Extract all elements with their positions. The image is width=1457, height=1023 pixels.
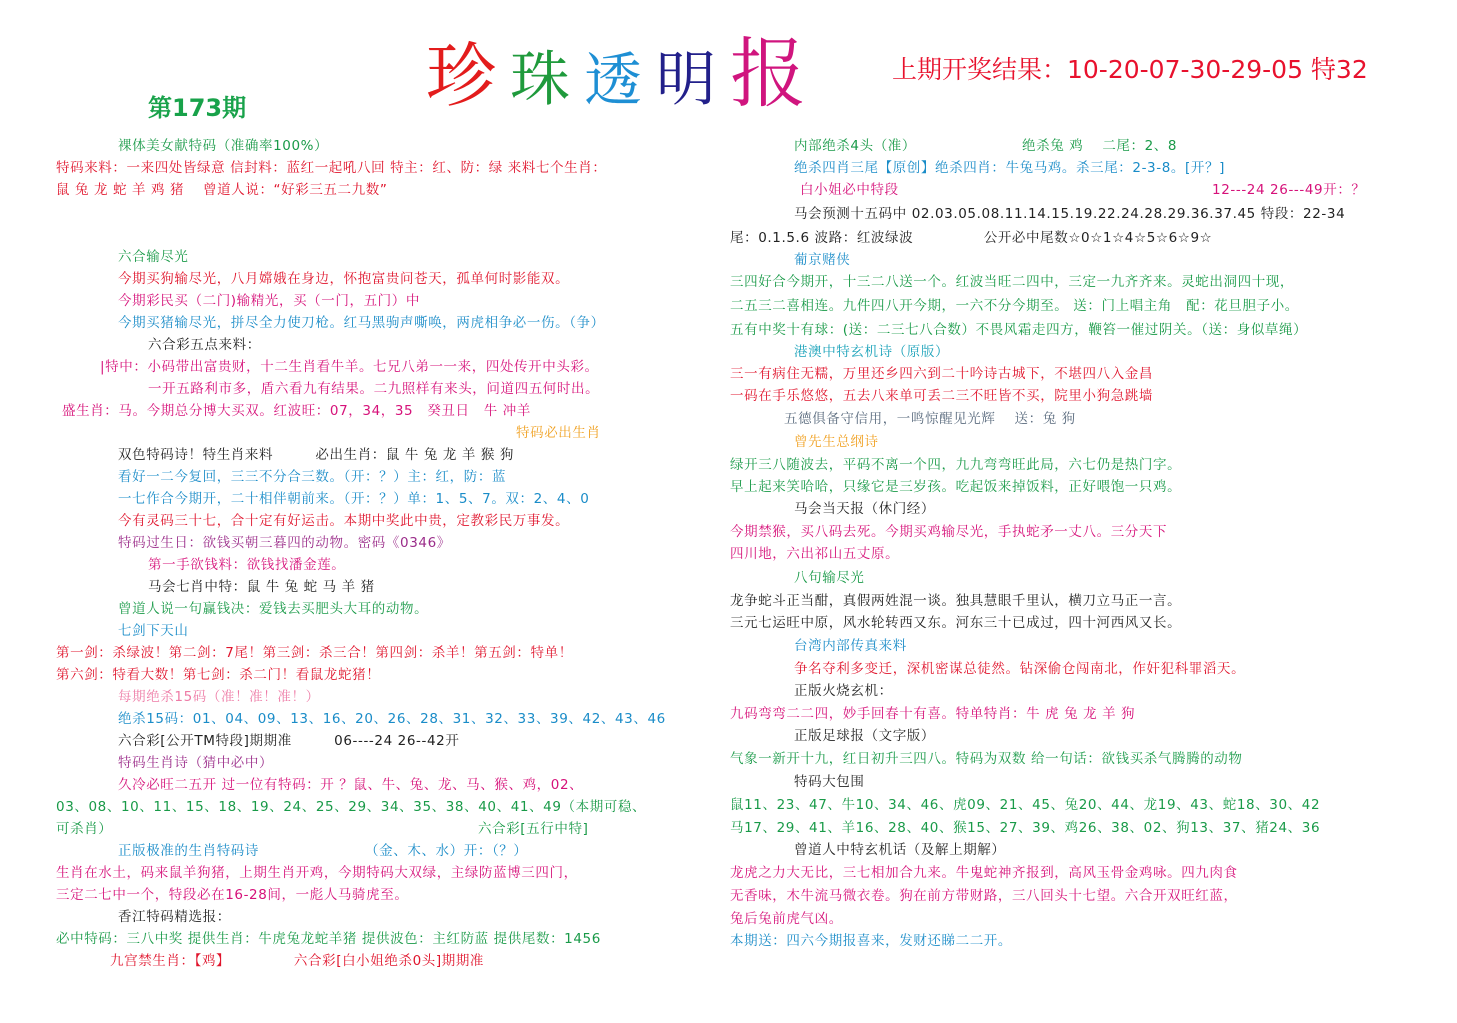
right-text-line: 三一有病住无糯，万里还乡四六到二十吟诗古城下，不堪四八入金昌 — [730, 366, 1153, 382]
left-text-line: 六合输尽光 — [118, 249, 189, 265]
last-draw-result: 上期开奖结果：10-20-07-30-29-05 特32 — [892, 55, 1368, 84]
right-text-line: 二五三二喜相连。九件四八开今期，一六不分今期至。 送：门上唱主角 配：花旦胆子小。 — [730, 298, 1299, 314]
right-text-line: 今期禁猴，买八码去死。今期买鸡输尽光，手执蛇矛一丈八。三分天下 — [730, 524, 1168, 540]
left-text-line: 久冷必旺二五开 过一位有特码：开 ？鼠、牛、兔、龙、马、猴、鸡，02、 — [118, 777, 584, 793]
title-char-4: 明 — [656, 45, 717, 115]
left-text-line: 第一剑：杀绿波！第二剑：7尾！第三剑：杀三合！第四剑：杀羊！第五剑：特单！ — [56, 645, 573, 661]
left-text-line: 盛生肖：马。今期总分博大买双。红波旺：07，34，35 癸丑日 牛 冲羊 — [62, 403, 531, 419]
right-text-line: 正版火烧玄机： — [794, 683, 893, 699]
left-text-line: 裸体美女献特码（准确率100%） — [118, 138, 329, 154]
left-text-line: 第一手欲钱料：欲钱找潘金莲。 — [148, 557, 346, 573]
left-text-line: 九宫禁生肖：【鸡】 六合彩[白小姐绝杀0头]期期准 — [110, 953, 485, 969]
left-text-line: 今期买狗输尽光，八月嫦娥在身边，怀抱富贵问苍天，孤单何时影能双。 — [118, 271, 570, 287]
right-text-line: 本期送：四六今期报喜来，发财还睇二二开。 — [730, 933, 1012, 949]
left-text-line: 特码来料：一来四处皆绿意 信封料：蓝红一起吼八回 特主：红、防：绿 来料七个生肖： — [56, 160, 607, 176]
right-text-line: 三元七运旺中原，风水轮转西又东。河东三十已成过，四十河西风又长。 — [730, 615, 1182, 631]
right-text-line: 港澳中特玄机诗（原版） — [794, 344, 950, 360]
right-text-line: 气象一新开十九，红日初升三四八。特码为双数 给一句话：欲钱买杀气腾腾的动物 — [730, 751, 1243, 767]
left-text-line: 特码过生日：欲钱买朝三暮四的动物。密码《0346》 — [118, 535, 451, 551]
right-text-line: 12---24 26---49开：？ — [1212, 182, 1366, 198]
left-text-line: 特码必出生肖 — [516, 425, 601, 441]
left-text-line: 第六剑：特看大数！第七剑：杀二门！看鼠龙蛇猪！ — [56, 667, 381, 683]
right-text-line: 五有中奖十有球：(送：二三七八合数）不畏风霜走四方，鞭笞一催过阴关。（送：身似草绳） — [730, 322, 1308, 338]
right-text-line: 三四好合今期开，十三二八送一个。红波当旺二四中，三定一九齐齐来。灵蛇出洞四十现， — [730, 274, 1294, 290]
right-text-line: 曾先生总纲诗 — [794, 434, 879, 450]
left-text-line: 看好一二今复回，三三不分合三数。（开：？）主：红，防：蓝 — [118, 469, 507, 485]
left-text-line: 可杀肖） — [56, 821, 113, 837]
left-text-line: 六合彩五点来料： — [148, 337, 261, 353]
right-text-line: 绿开三八随波去，平码不离一个四，九九弯弯旺此局，六七仍是热门字。 — [730, 457, 1182, 473]
right-text-line: 正版足球报（文字版） — [794, 728, 935, 744]
right-text-line: 早上起来笑哈哈，只缘它是三岁孩。吃起饭来掉饭料，正好喂饱一只鸡。 — [730, 479, 1182, 495]
right-text-line: 争名夺利多变迁，深机密谋总徒然。钻深偷仓闯南北，作奸犯科罪滔天。 — [794, 661, 1246, 677]
right-text-line: 白小姐必中特段 — [800, 182, 899, 198]
left-text-line: 一七作合今期开，二十相伴朝前来。（开：？）单：1、5、7。双：2、4、0 — [118, 491, 590, 507]
right-text-line: 内部绝杀4头（准） 绝杀兔 鸡 二尾：2、8 — [794, 138, 1178, 154]
right-text-line: 葡京赌侠 — [794, 252, 851, 268]
title-char-5: 报 — [730, 29, 807, 118]
left-text-line: |特中：小码带出富贵财，十二生肖看牛羊。七兄八弟一一来，四处传开中头彩。 — [100, 359, 599, 375]
left-text-line: 曾道人说一句赢钱决：爱钱去买肥头大耳的动物。 — [118, 601, 429, 617]
left-text-line: 特码生肖诗（猜中必中） — [118, 755, 274, 771]
left-text-line: 双色特码诗！特生肖来料 必出生肖：鼠 牛 兔 龙 羊 猴 狗 — [118, 447, 514, 463]
right-text-line: 台湾内部传真来料 — [794, 638, 907, 654]
right-text-line: 绝杀四肖三尾【原创】绝杀四肖：牛兔马鸡。杀三尾：2-3-8。[开？] — [794, 160, 1225, 176]
left-text-line: 七剑下天山 — [118, 623, 189, 639]
title-char-2: 珠 — [510, 45, 570, 115]
right-text-line: 鼠11、23、47、牛10、34、46、虎09、21、45、兔20、44、龙19、43、蛇18、30、42 — [730, 797, 1321, 813]
left-text-line: 必中特码：三八中奖 提供生肖：牛虎兔龙蛇羊猪 提供波色：主红防蓝 提供尾数：1456 — [56, 931, 601, 947]
right-text-line: 马会预测十五码中 02.03.05.08.11.14.15.19.22.24.28.29.36.37.45 特段：22-34 — [794, 206, 1346, 222]
right-text-line: 曾道人中特玄机话（及解上期解） — [794, 842, 1006, 858]
left-text-line: 鼠 兔 龙 蛇 羊 鸡 猪 曾道人说：“好彩三五二九数” — [56, 182, 388, 198]
left-text-line: 一开五路利市多，盾六看九有结果。二九照样有来头，问道四五何时出。 — [148, 381, 600, 397]
right-text-line: 四川地，六出祁山五丈原。 — [730, 546, 900, 562]
right-text-line: 龙争蛇斗正当酣，真假两姓混一谈。独具慧眼千里认，横刀立马正一言。 — [730, 593, 1182, 609]
right-text-line: 一码在手乐悠悠，五去八来单可丢二三不旺皆不买，院里小狗急跳墙 — [730, 388, 1153, 404]
left-text-line: 六合彩[公开TM特段]期期准 06----24 26--42开 — [118, 733, 460, 749]
left-text-line: 香江特码精选报： — [118, 909, 231, 925]
title-char-1: 珍 — [426, 35, 496, 117]
left-text-line: 今期买猪输尽光，拼尽全力使刀枪。红马黑驹声嘶唤，两虎相争必一伤。（争） — [118, 315, 605, 331]
right-text-line: 五德俱备守信用，一鸣惊醒见光辉 送：兔 狗 — [784, 411, 1076, 427]
issue-number: 第173期 — [148, 94, 247, 122]
right-text-line: 八句输尽光 — [794, 570, 865, 586]
right-text-line: 兔后兔前虎气凶。 — [730, 911, 843, 927]
right-text-line: 特码大包围 — [794, 774, 865, 790]
left-text-line: 绝杀15码：01、04、09、13、16、20、26、28、31、32、33、39、42、43、46 — [118, 711, 666, 727]
right-text-line: 马会当天报（休门经） — [794, 501, 935, 517]
left-text-line: 03、08、10、11、15、18、19、24、25、29、34、35、38、40、41、49（本期可稳、 — [56, 799, 647, 815]
right-text-line: 龙虎之力大无比，三七相加合九来。牛鬼蛇神齐报到，高风玉骨金鸡咏。四九肉食 — [730, 865, 1238, 881]
left-text-line: 生肖在水土，码来鼠羊狗猪，上期生肖开鸡，今期特码大双绿，主绿防蓝博三四门， — [56, 865, 578, 881]
right-text-line: 尾：0.1.5.6 波路：红波绿波 公开必中尾数☆0☆1☆4☆5☆6☆9☆ — [730, 230, 1213, 246]
left-text-line: 正版极准的生肖特码诗 （金、木、水）开：（？） — [118, 843, 528, 859]
right-text-line: 马17、29、41、羊16、28、40、猴15、27、39、鸡26、38、02、狗13、37、猪24、36 — [730, 820, 1321, 836]
title-char-3: 透 — [584, 46, 643, 114]
newspaper-title — [426, 29, 886, 118]
left-text-line: 马会七肖中特：鼠 牛 兔 蛇 马 羊 猪 — [148, 579, 375, 595]
left-text-line: 今期彩民买（二门)输精光，买（一门，五门）中 — [118, 293, 420, 309]
right-text-line: 无香味，木牛流马微衣卷。狗在前方带财路，三八回头十七望。六合开双旺红蓝， — [730, 888, 1238, 904]
left-text-line: 每期绝杀15码（准！准！准！） — [118, 689, 320, 705]
right-text-line: 九码弯弯二二四，妙手回春十有喜。特单特肖：牛 虎 兔 龙 羊 狗 — [730, 706, 1136, 722]
left-text-line: 三定二七中一个，特段必在16-28间，一彪人马骑虎至。 — [56, 887, 409, 903]
left-text-line: 六合彩[五行中特] — [478, 821, 589, 837]
left-text-line: 今有灵码三十七，合十定有好运击。本期中奖此中贵，定教彩民万事发。 — [118, 513, 570, 529]
